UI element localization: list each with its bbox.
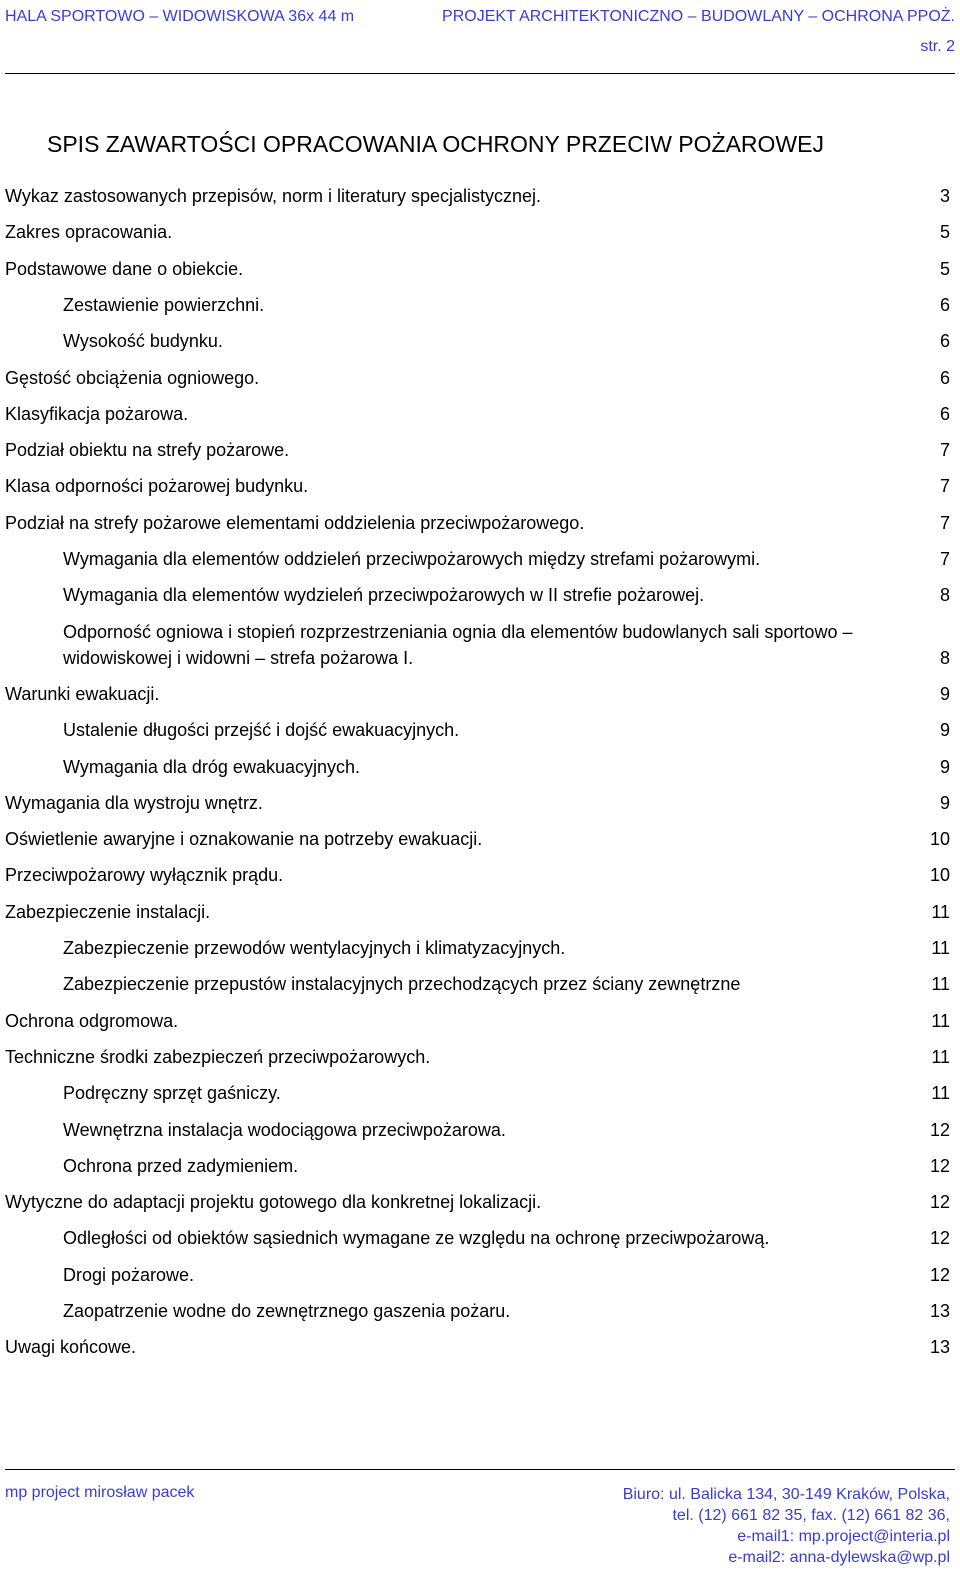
- toc-entry-page: 12: [929, 1264, 950, 1285]
- toc-entry-page: 13: [929, 1301, 950, 1321]
- toc-entry-title: Oświetlenie awaryjne i oznakowanie na potrzeby ewakuacji.: [5, 829, 483, 850]
- toc-entry-title: Podział obiektu na strefy pożarowe.: [5, 440, 290, 461]
- toc-entry-title: Wymagania dla wystroju wnętrz.: [5, 792, 263, 813]
- toc-entry-title: Wymagania dla elementów oddzieleń przeciwpożarowych między strefami pożarowymi.: [63, 549, 761, 569]
- toc-entry-page: 12: [929, 1192, 950, 1213]
- toc-entry-title: Odległości od obiektów sąsiednich wymagane ze względu na ochronę przeciwpożarową.: [63, 1228, 770, 1249]
- toc-entry-page: 11: [931, 938, 950, 958]
- toc-entry-title: Zaopatrzenie wodne do zewnętrznego gaszenia pożaru.: [63, 1301, 511, 1321]
- toc-entry-title: Ochrona odgromowa.: [5, 1010, 179, 1031]
- header-document-type: PROJEKT ARCHITEKTONICZNO – BUDOWLANY – OCHRONA PPOŻ.: [442, 8, 955, 25]
- toc-entry-page: 6: [939, 403, 950, 424]
- footer-contact-block: [623, 1484, 950, 1568]
- toc-entry-page: 3: [939, 186, 950, 206]
- toc-entry-title: Drogi pożarowe.: [63, 1264, 195, 1285]
- toc-entry-page: 6: [939, 367, 950, 388]
- footer-divider: [5, 1469, 955, 1470]
- toc-entry-page: 11: [931, 1010, 950, 1031]
- toc-entry-page: 12: [929, 1119, 950, 1140]
- toc-entry-title: Odporność ogniowa i stopień rozprzestrzeniania ognia dla elementów budowlanych sali sportowo – widowiskowej i widowni – strefa pożarowa I.: [63, 621, 853, 668]
- toc-entry-title: Wymagania dla elementów wydzieleń przeciwpożarowych w II strefie pożarowej.: [63, 585, 705, 606]
- toc-entry-page: 11: [931, 901, 950, 922]
- toc-entry-page: 10: [929, 829, 950, 850]
- document-title: SPIS ZAWARTOŚCI OPRACOWANIA OCHRONY PRZECIW POŻAROWEJ: [47, 131, 824, 157]
- header-divider: [5, 73, 955, 74]
- footer-email-1: e-mail1: mp.project@interia.pl: [737, 1528, 950, 1545]
- toc-entry-page: 11: [931, 1046, 950, 1067]
- toc-entry-page: 11: [931, 974, 950, 995]
- toc-entry-title: Gęstość obciążenia ogniowego.: [5, 367, 260, 388]
- toc-entry-title: Ustalenie długości przejść i dojść ewakuacyjnych.: [63, 720, 460, 741]
- footer-email-2: e-mail2: anna-dylewska@wp.pl: [728, 1549, 950, 1566]
- toc-entry-title: Klasyfikacja pożarowa.: [5, 403, 189, 424]
- toc-entry-title: Wysokość budynku.: [63, 331, 223, 352]
- toc-entry-title: Zabezpieczenie instalacji.: [5, 901, 211, 922]
- header-project-name: HALA SPORTOWO – WIDOWISKOWA 36x 44 m: [5, 8, 355, 25]
- toc-entry-title: Warunki ewakuacji.: [5, 683, 160, 704]
- toc-entry-page: 7: [939, 549, 950, 569]
- toc-entry-page: 6: [939, 331, 950, 352]
- toc-entry-title: Techniczne środki zabezpieczeń przeciwpożarowych.: [5, 1046, 431, 1067]
- footer-company-name: mp project mirosław pacek: [5, 1484, 195, 1501]
- toc-entry-title: Klasa odporności pożarowej budynku.: [5, 476, 309, 497]
- toc-entry-title: Zabezpieczenie przepustów instalacyjnych przechodzących przez ściany zewnętrzne: [63, 974, 741, 995]
- toc-entry-title: Zabezpieczenie przewodów wentylacyjnych i klimatyzacyjnych.: [63, 938, 566, 958]
- footer-address: Biuro: ul. Balicka 134, 30-149 Kraków, Polska,: [622, 1486, 950, 1503]
- toc-entry-page: 9: [939, 756, 950, 777]
- toc-entry-title: Przeciwpożarowy wyłącznik prądu.: [5, 865, 284, 886]
- toc-entry-page: 7: [939, 440, 950, 461]
- page-header: [5, 6, 955, 74]
- toc-entry-title: Wewnętrzna instalacja wodociągowa przeciwpożarowa.: [63, 1119, 506, 1140]
- toc-entry-page: 5: [939, 258, 950, 279]
- toc-entry-page: 12: [929, 1228, 950, 1249]
- toc-entry-page: 13: [929, 1337, 950, 1358]
- toc-entry-page: 9: [939, 792, 950, 813]
- toc-entry-page: 8: [939, 585, 950, 606]
- toc-entry-page: 7: [939, 512, 950, 533]
- toc-entry-title: Podstawowe dane o obiekcie.: [5, 258, 244, 279]
- toc-entry-title: Podział na strefy pożarowe elementami oddzielenia przeciwpożarowego.: [5, 512, 585, 533]
- toc-entry-page: 6: [939, 294, 950, 315]
- toc-entry-title: Zestawienie powierzchni.: [63, 294, 265, 315]
- toc-entry-title: Wykaz zastosowanych przepisów, norm i literatury specjalistycznej.: [5, 186, 542, 206]
- toc-entry-page: 7: [939, 476, 950, 497]
- toc-entry-page: 12: [929, 1155, 950, 1176]
- toc-entry-title: Wymagania dla dróg ewakuacyjnych.: [63, 756, 360, 777]
- footer-phone-fax: tel. (12) 661 82 35, fax. (12) 661 82 36,: [672, 1507, 950, 1524]
- toc-entry-page: 9: [939, 683, 950, 704]
- header-page-number: str. 2: [920, 38, 955, 55]
- toc-entry-title: Wytyczne do adaptacji projektu gotowego dla konkretnej lokalizacji.: [5, 1192, 542, 1213]
- toc-entry-page: 8: [939, 647, 950, 668]
- toc-entry-page: 11: [931, 1083, 950, 1104]
- toc-entry-page: 10: [929, 865, 950, 886]
- toc-entry-title: Podręczny sprzęt gaśniczy.: [63, 1083, 281, 1104]
- toc-entry-title: Zakres opracowania.: [5, 222, 173, 243]
- toc-entry-title: Ochrona przed zadymieniem.: [63, 1155, 299, 1176]
- toc-entry-page: 5: [939, 222, 950, 243]
- toc-entry-title: Uwagi końcowe.: [5, 1337, 137, 1358]
- toc-entry-page: 9: [939, 720, 950, 741]
